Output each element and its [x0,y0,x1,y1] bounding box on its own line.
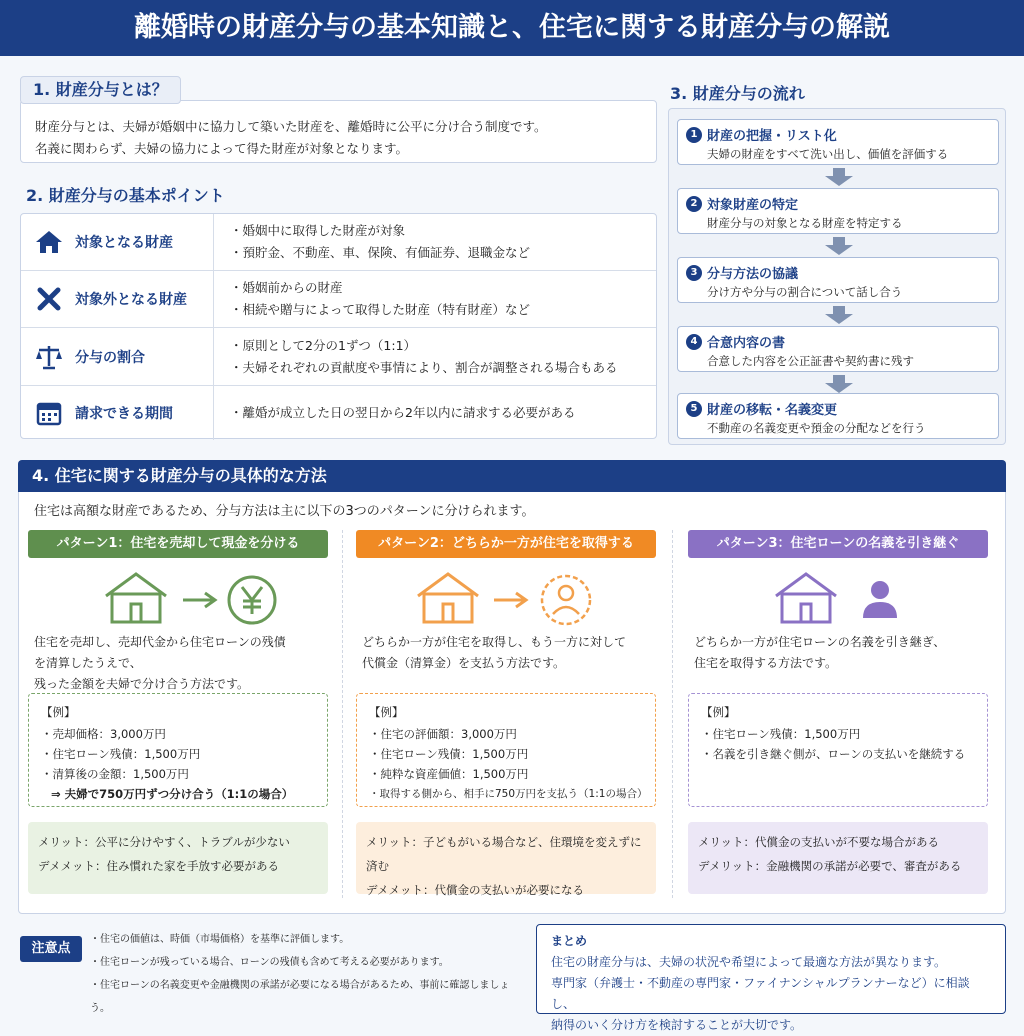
pattern-icons [28,568,328,628]
flow-panel [668,108,1006,445]
merit-text: メリット：公平に分けやすく、トラブルが少ない [38,835,290,849]
step-title: 財産の移転・名義変更 [707,403,838,418]
step-title: 財産の把握・リスト化 [707,129,837,144]
step-number: 2 [686,196,702,212]
step-desc: 不動産の名義変更や預金の分配などを行う [707,421,926,435]
step-title: 合意内容の書 [707,336,786,351]
pattern-desc-line: 住宅を売却し、売却代金から住宅ローンの残債 [34,635,286,649]
arrow-right-icon [183,593,215,607]
merit-box [688,822,988,894]
pattern-column [356,530,658,898]
flow-step [677,188,999,234]
example-item: ・純粋な資産価値：1,500万円 [369,767,529,781]
section2-heading: 2. 財産分与の基本ポイント [26,186,225,205]
column-divider [342,530,343,898]
points-row-label: 対象となる財産 [75,235,173,251]
pattern-desc-line: どちらか一方が住宅を取得し、もう一方に対して [362,635,627,649]
example-note: ⇒ 夫婦で750万円ずつ分け合う（1:1の場合） [51,787,294,801]
example-item: ・売却価格：3,000万円 [41,727,166,741]
column-divider [672,530,673,898]
notes-tag: 注意点 [20,936,82,962]
example-item: ・住宅ローン残債：1,500万円 [41,747,201,761]
section3-heading: 3. 財産分与の流れ [670,84,805,103]
example-item: ・住宅ローン残債：1,500万円 [369,747,529,761]
arrow-down-icon [824,375,854,393]
pattern-label: パターン2：どちらか一方が住宅を取得する [356,530,656,558]
pattern-column [28,530,330,898]
flow-step [677,257,999,303]
merit-text: メリット：代償金の支払いが不要な場合がある [698,835,940,849]
pattern-desc-line: 住宅を取得する方法です。 [694,656,838,670]
cross-icon [35,285,63,313]
points-row-item: ・婚姻前からの財産 [230,280,343,295]
notes-box [90,926,522,1012]
page-title: 離婚時の財産分与の基本知識と、住宅に関する財産分与の解説 [0,0,1024,56]
summary-line: 納得のいく分け方を検討することが大切です。 [551,1018,803,1032]
flow-step [677,393,999,439]
step-desc: 夫婦の財産をすべて洗い出し、価値を評価する [707,147,949,161]
points-row [21,328,656,386]
example-item: ・取得する側から、相手に750万円を支払う（1:1の場合） [369,788,648,800]
demerit-text: デメリット：金融機関の承諾が必要で、審査がある [698,859,962,873]
section1-box [20,100,657,163]
pattern-desc-line: を清算したうえで、 [34,656,142,670]
pattern-desc [362,632,654,674]
step-number: 1 [686,127,702,143]
pattern-label: パターン3：住宅ローンの名義を引き継ぐ [688,530,988,558]
arrow-down-icon [824,168,854,186]
example-heading: 【例】 [41,705,76,719]
section4-intro: 住宅は高額な財産であるため、分与方法は主に以下の3つのパターンに分けられます。 [34,504,535,519]
points-row-item: ・預貯金、不動産、車、保険、有価証券、退職金など [230,245,531,260]
step-desc: 合意した内容を公正証書や契約書に残す [707,354,914,368]
demerit-text: デメメット：住み慣れた家を手放す必要がある [38,859,280,873]
points-row-item: ・離婚が成立した日の翌日から2年以内に請求する必要がある [230,405,576,420]
note-item: ・住宅ローンの名義変更や金融機関の承諾が必要になる場合があるため、事前に確認しましょう。 [90,980,510,1014]
pattern-icons [688,568,988,628]
arrow-down-icon [824,237,854,255]
demerit-text: デメメット：代償金の支払いが必要になる [366,883,585,897]
step-number: 4 [686,334,702,350]
points-row-label: 対象外となる財産 [75,292,187,308]
house-outline-icon [106,574,166,622]
points-table [20,213,657,439]
summary-title: まとめ [551,934,588,948]
summary-line: 住宅の財産分与は、夫婦の状況や希望によって最適な方法が異なります。 [551,955,947,969]
points-row-label: 請求できる期間 [75,406,173,422]
person-icon [863,581,897,618]
merit-box [28,822,328,894]
points-row-item: ・婚姻中に取得した財産が対象 [230,223,406,238]
calendar-icon [35,399,63,427]
example-box [28,693,328,807]
house-outline-icon [776,574,836,622]
pattern-desc [694,632,986,674]
pattern-label: パターン1：住宅を売却して現金を分ける [28,530,328,558]
step-title: 分与方法の協議 [707,267,799,282]
points-row-label: 分与の割合 [75,349,145,366]
step-desc: 分け方や分与の割合について話し合う [707,285,903,299]
example-heading: 【例】 [369,705,404,719]
example-heading: 【例】 [701,705,736,719]
merit-text: メリット：子どもがいる場合など、住環境を変えずに済む [366,835,642,873]
example-box [688,693,988,807]
yen-icon [229,577,275,623]
points-row [21,271,656,328]
merit-box [356,822,656,897]
example-item: ・清算後の金額：1,500万円 [41,767,189,781]
step-number: 5 [686,401,702,417]
points-row-item: ・原則として2分の1ずつ（1:1） [230,337,417,353]
house-icon [35,228,63,256]
pattern-icons [356,568,656,628]
summary-box [536,924,1006,1032]
example-item: ・住宅ローン残債：1,500万円 [701,727,861,741]
pattern-desc-line: 代償金（清算金）を支払う方法です。 [362,656,566,670]
pattern-desc [34,632,326,695]
flow-step [677,326,999,372]
house-outline-icon [418,574,478,622]
points-row [21,386,656,440]
summary-line: 専門家（弁護士・不動産の専門家・ファイナンシャルプランナーなど）に相談し、 [551,976,970,1011]
person-outline-icon [542,576,590,624]
arrow-right-icon [494,593,526,607]
step-title: 対象財産の特定 [707,198,799,213]
points-row-item: ・相続や贈与によって取得した財産（特有財産）など [230,302,531,317]
note-item: ・住宅ローンが残っている場合、ローンの残債も含めて考える必要があります。 [90,957,449,968]
example-box [356,693,656,807]
flow-step [677,119,999,165]
section1-line: 財産分与とは、夫婦が婚姻中に協力して築いた財産を、離婚時に公平に分け合う制度です。 [35,119,547,134]
section4-heading: 4. 住宅に関する財産分与の具体的な方法 [18,460,1006,492]
note-item: ・住宅の価値は、時価（市場価格）を基準に評価します。 [90,934,350,945]
pattern-desc-line: どちらか一方が住宅ローンの名義を引き継ぎ、 [694,635,946,649]
scale-icon [35,343,63,371]
pattern-desc-line: 残った金額を夫婦で分け合う方法です。 [34,677,250,691]
step-desc: 財産分与の対象となる財産を特定する [707,216,903,230]
section1-heading: 1. 財産分与とは？ [20,76,181,104]
section1-line: 名義に関わらず、夫婦の協力によって得た財産が対象となります。 [35,141,409,156]
points-row [21,214,656,271]
pattern-column [688,530,990,898]
example-item: ・名義を引き継ぐ側が、ローンの支払いを継続する [701,747,966,761]
step-number: 3 [686,265,702,281]
points-row-item: ・夫婦それぞれの貢献度や事情により、割合が調整される場合もある [230,359,618,375]
example-item: ・住宅の評価額：3,000万円 [369,727,517,741]
arrow-down-icon [824,306,854,324]
